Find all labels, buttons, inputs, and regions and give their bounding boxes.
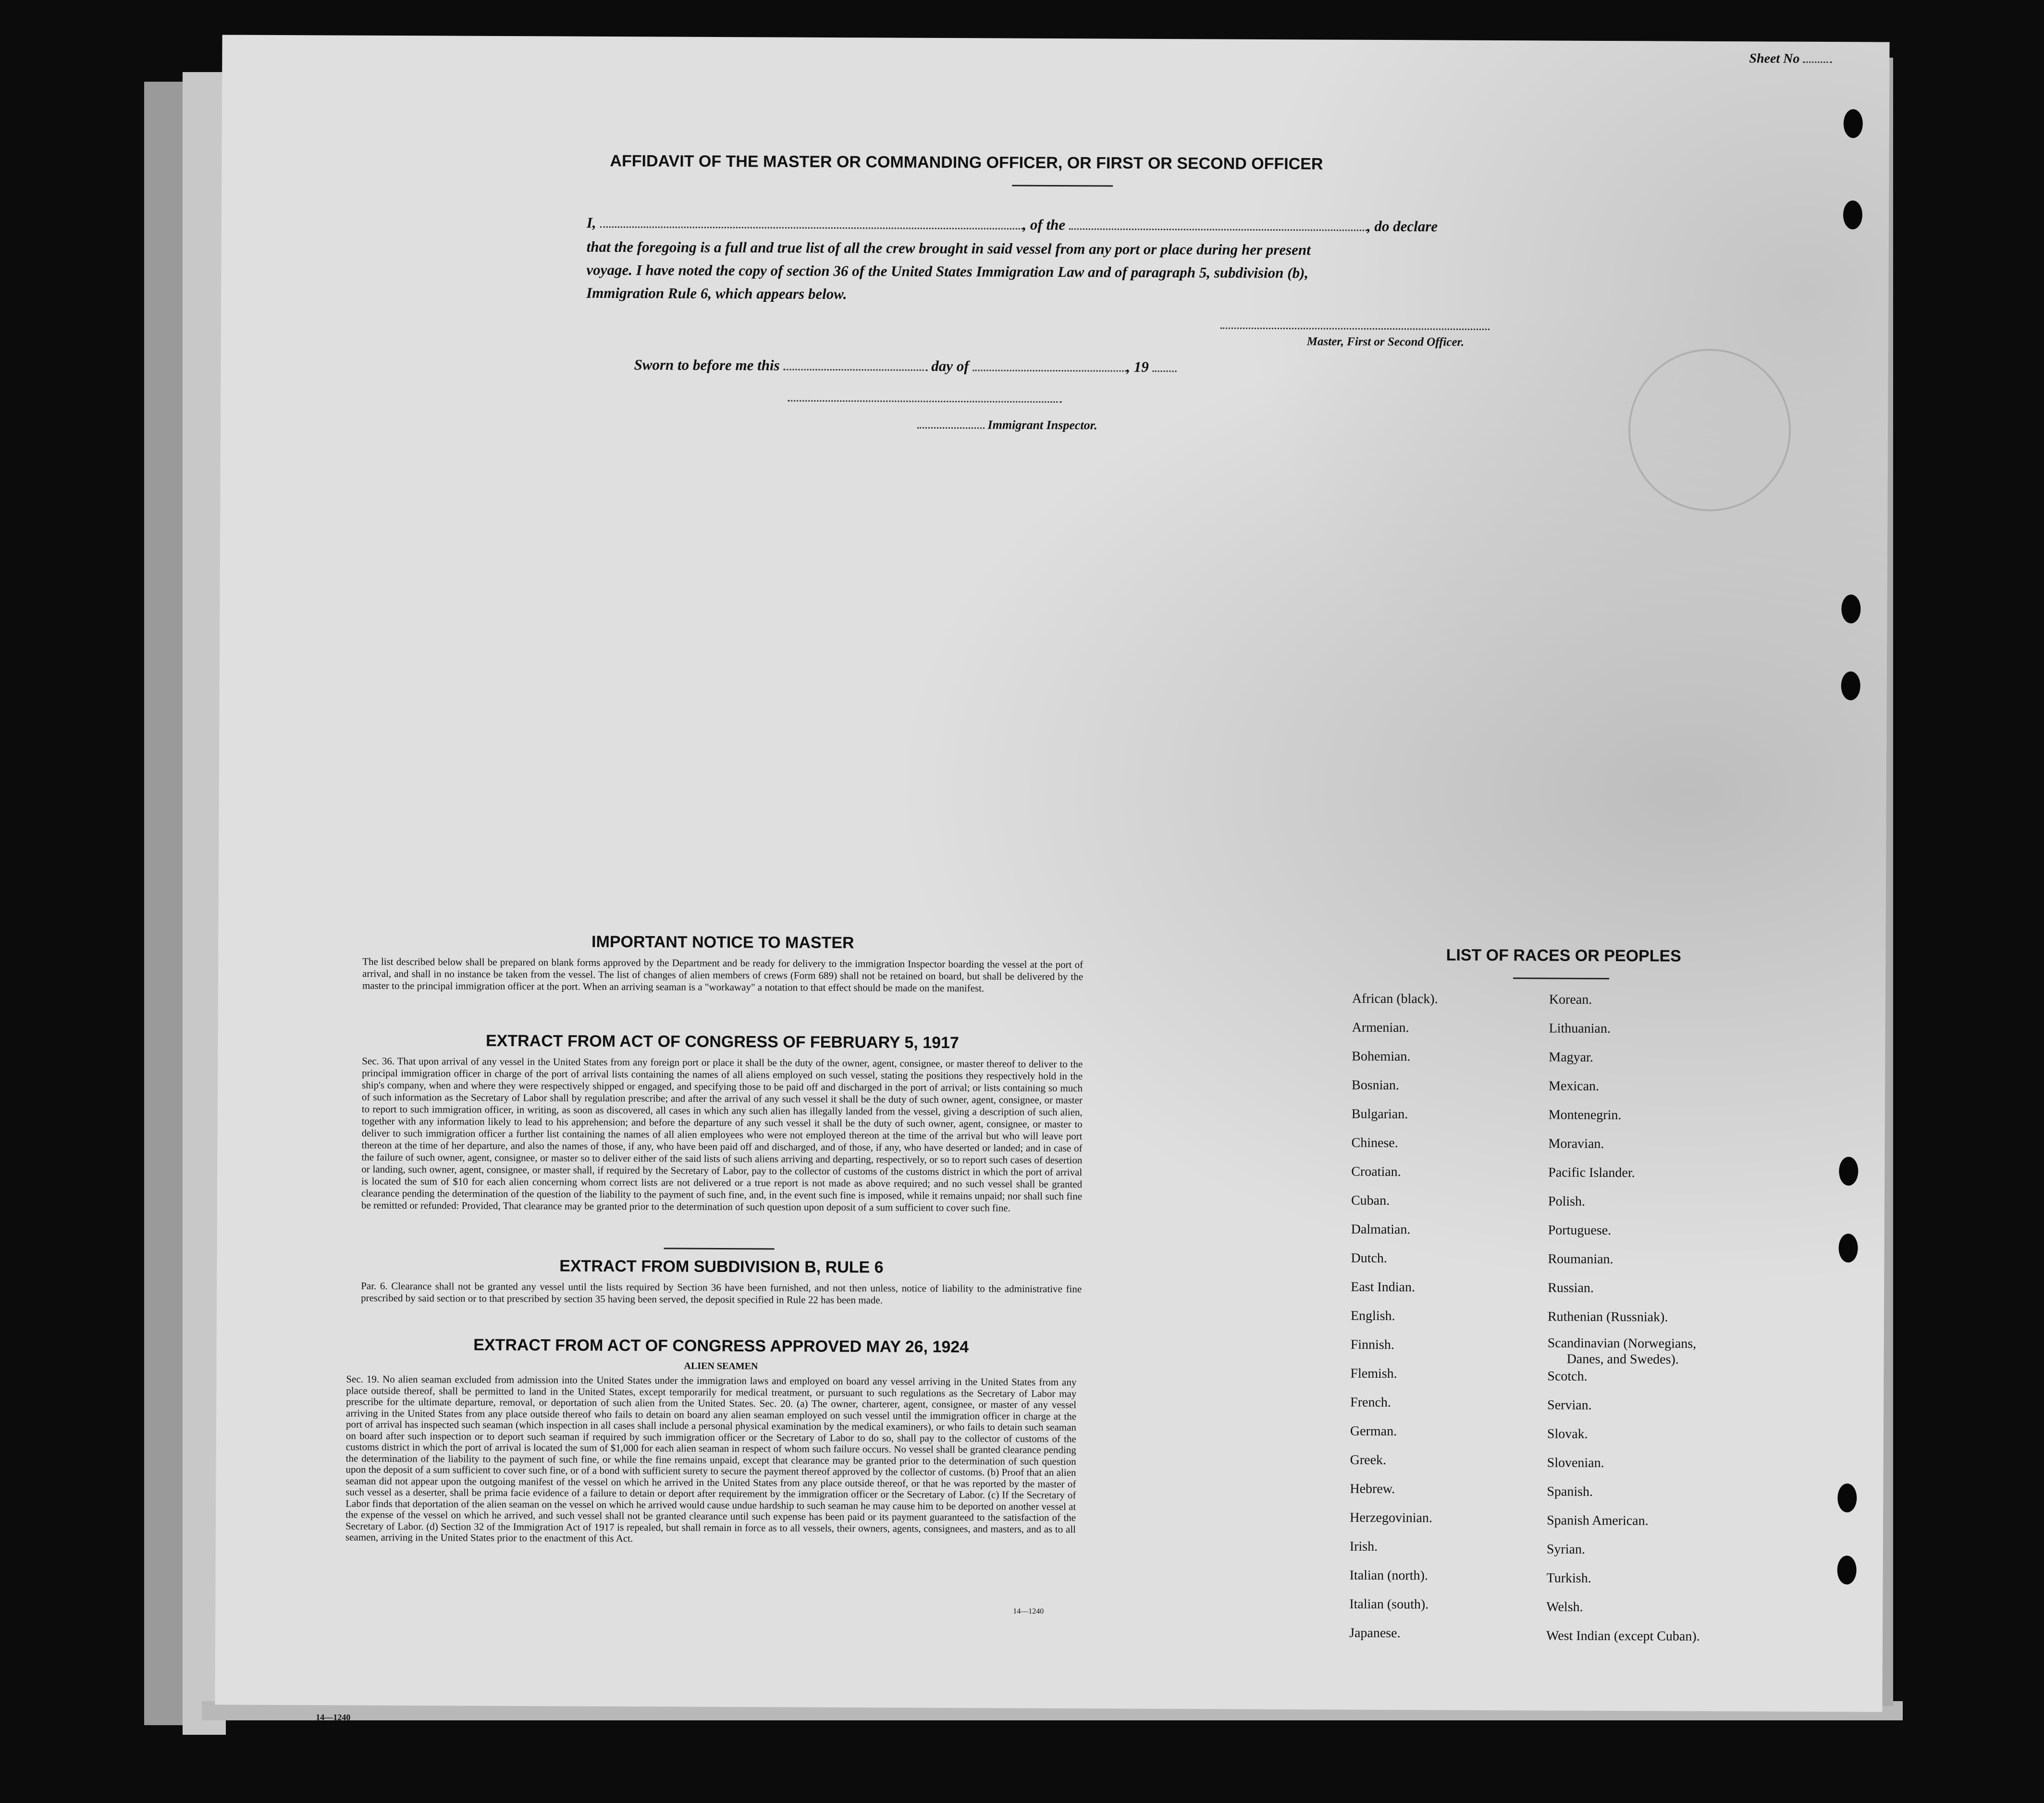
sworn-line: Sworn to before me this day of , 19 xyxy=(634,356,1177,376)
race-item: Polish. xyxy=(1548,1194,1586,1209)
extract-rule6-body: Par. 6. Clearance shall not be granted any vessel until the lists required by Section 36 have been furnished, and not then unless, notice of liability to the administrative fine prescribed by said section or to that prescribed by section 35 having been served, the deposit specified in Rule 22 has been made. xyxy=(361,1280,1082,1306)
form-sheet xyxy=(215,35,1889,1722)
race-item: Spanish American. xyxy=(1547,1513,1649,1529)
affidavit-line-1: I, , of the , do declare xyxy=(586,214,1438,235)
race-item: Korean. xyxy=(1549,992,1592,1007)
extract-1917-title: EXTRACT FROM ACT OF CONGRESS OF FEBRUARY 5, 1917 xyxy=(485,1031,959,1052)
extract-1924-body: Sec. 19. No alien seaman excluded from admission into the United States under the immigration laws and employed on board any vessel arriving in the United States from any place outside thereof, shall be permitted to land in the United States, except temporarily for medical treatment, or pursuant to such regulations as the Secretary of Labor may prescribe for the ultimate departure, removal, or deportation of such alien from the United States. Sec. 20. (a) The owner, charterer, agent, consignee, or master of any vessel arriving in the United States from any place outside thereof who fails to detain on board any alien seaman employed on such vessel until the immigration officer in charge at the port of arrival has inspected such seaman (which inspection in all cases shall include a personal physical examination by the medical examiners), or who fails to detain such seaman on board after such inspection or to deport such seaman if required by such immigration officer or the Secretary of Labor to do so, shall pay to the collector of customs of the customs district in which the port of arrival is located the sum of $1,000 for each alien seaman in respect of whom such failure occurs. No vessel shall be granted clearance pending the determination of the liability to the payment of such fine, or while the fine remains unpaid, except that clearance may be granted prior to the determination of such question upon the deposit of a sum sufficient to cover such fine, or of a bond with sufficient surety to secure the payment thereof approved by the collector of customs. (b) Proof that an alien seaman did not appear upon the outgoing manifest of the vessel on which he arrived in the United States from any place outside thereof, or that he was reported by the master of such vessel as a deserter, shall be prima facie evidence of a failure to detain or deport after requirement by the immigration officer or the Secretary of Labor. (c) If the Secretary of Labor finds that deportation of the alien seaman on the vessel on which he arrived would cause undue hardship to such seaman he may cause him to be deported on another vessel at the expense of the vessel on which he arrived, and such vessel shall not be granted clearance until such expense has been paid or its payment guaranteed to the satisfaction of the Secretary of Labor. (d) Section 32 of the Immigration Act of 1917 is repealed, but shall remain in force as to all vessels, their owners, agents, consignees, and masters, and as to all seamen, arriving in the United States prior to the enactment of this Act. xyxy=(345,1373,1077,1544)
race-item: Roumanian. xyxy=(1548,1251,1613,1267)
race-item: Croatian. xyxy=(1351,1164,1401,1180)
sheet-number: Sheet No xyxy=(1749,51,1832,67)
race-item: Japanese. xyxy=(1349,1625,1401,1641)
affidavit-line-3: voyage. I have noted the copy of section 36 of the United States Immigration Law and of paragraph 5, subdivision (b), xyxy=(586,261,1309,282)
extract-form-number: 14—1240 xyxy=(1013,1607,1044,1616)
master-signature-label: Master, First or Second Officer. xyxy=(1306,335,1465,349)
race-item: Syrian. xyxy=(1546,1542,1586,1557)
race-item: Magyar. xyxy=(1549,1050,1593,1065)
race-item: Ruthenian (Russniak). xyxy=(1547,1309,1668,1325)
race-item: Irish. xyxy=(1349,1539,1378,1554)
sworn-month-field[interactable] xyxy=(973,370,1126,371)
punch-hole xyxy=(1837,1483,1857,1512)
inspector-signature-line[interactable] xyxy=(788,400,1061,403)
race-item: English. xyxy=(1350,1308,1395,1324)
notice-title: IMPORTANT NOTICE TO MASTER xyxy=(591,932,854,952)
race-item: West Indian (except Cuban). xyxy=(1546,1628,1700,1644)
race-item: Slovak. xyxy=(1547,1426,1588,1442)
race-item-continuation: Danes, and Swedes). xyxy=(1566,1351,1679,1367)
sworn-day-field[interactable] xyxy=(783,369,927,371)
race-item: Bosnian. xyxy=(1352,1077,1399,1093)
affidavit-title: AFFIDAVIT OF THE MASTER OR COMMANDING OFFICER, OR FIRST OR SECOND OFFICER xyxy=(610,151,1323,173)
extract-rule6-title: EXTRACT FROM SUBDIVISION B, RULE 6 xyxy=(559,1257,884,1277)
race-item: Italian (south). xyxy=(1349,1596,1429,1612)
punch-hole xyxy=(1843,200,1862,229)
race-item: Scandinavian (Norwegians, xyxy=(1547,1335,1697,1351)
race-item: German. xyxy=(1350,1423,1397,1439)
affidavit-line-2: that the foregoing is a full and true list of all the crew brought in said vessel from any port or place during her present xyxy=(586,238,1311,259)
race-item: Hebrew. xyxy=(1350,1481,1395,1497)
race-item: Bohemian. xyxy=(1352,1049,1411,1064)
race-item: Mexican. xyxy=(1549,1078,1600,1094)
race-item: Italian (north). xyxy=(1349,1568,1428,1583)
punch-hole xyxy=(1841,594,1860,623)
race-item: Portuguese. xyxy=(1548,1223,1612,1238)
race-item: Greek. xyxy=(1350,1452,1387,1468)
races-underline xyxy=(1513,977,1609,979)
section-divider xyxy=(664,1247,775,1249)
race-item: Spanish. xyxy=(1547,1484,1593,1499)
seal-stamp xyxy=(1628,348,1791,511)
race-item: Russian. xyxy=(1548,1280,1594,1296)
race-item: African (black). xyxy=(1352,991,1438,1007)
alien-seamen-subtitle: ALIEN SEAMEN xyxy=(684,1360,758,1372)
race-item: Armenian. xyxy=(1352,1020,1409,1036)
master-signature-line[interactable] xyxy=(1220,328,1490,330)
race-item: Turkish. xyxy=(1546,1570,1591,1586)
notice-body: The list described below shall be prepared on blank forms approved by the Department and be ready for delivery to the immigration Inspector boarding the vessel at the port of arrival, and shall in no instance be taken from the vessel. The list of changes of alien members of crews (Form 689) shall not be retained on board, but shall be delivered by the master to the principal immigration officer at the port. When an arriving seaman is a "workaway" a notation to that effect should be made on the manifest. xyxy=(362,955,1084,994)
extract-1917-body: Sec. 36. That upon arrival of any vessel in the United States from any foreign port or place it shall be the duty of the owner, agent, consignee, or master thereof to deliver to the principal immigration officer in charge of the port of arrival lists containing the names of all aliens employed on such vessel, stating the positions they respectively hold in the ship's company, when and where they were respectively shipped or engaged, and specifying those to be paid off and discharged in the port of arrival; or lists containing so much of such information as the Secretary of Labor shall by regulation prescribe; and after the arrival of any such vessel it shall be the duty of such owner, agent, consignee, or master to report to such immigration officer, in writing, as soon as discovered, all cases in which any such alien has illegally landed from the vessel, giving a description of such alien, together with any information likely to lead to his apprehension; and before the departure of any such vessel it shall be the duty of such owner, agent, consignee, or master to deliver to such immigration officer a further list containing the names of all alien employees who were not employed thereon at the time of the arrival but who will leave port thereon at the time of her departure, and also the names of those, if any, who have been paid off and discharged, and of those, if any, who have deserted or landed; and in case of the failure of such owner, agent, consignee, or master so to deliver either of the said lists of such aliens arriving and departing, respectively, or so to report such cases of desertion or landing, such owner, agent, consignee, or master shall, if required by the Secretary of Labor, pay to the collector of customs of the customs district in which the port of arrival is located the sum of $10 for each alien concerning whom correct lists are not delivered or a true report is not made as above required; and no such vessel shall be granted clearance pending the determination of the question of the liability to the payment of such fine, and, in the event such fine is imposed, while it remains unpaid; nor shall such fine be remitted or refunded: Provided, That clearance may be granted prior to the determination of such question upon deposit of a sum sufficient to cover such fine. xyxy=(361,1055,1083,1214)
race-item: Pacific Islander. xyxy=(1548,1165,1635,1181)
name-field[interactable] xyxy=(600,226,1022,230)
race-item: Dutch. xyxy=(1351,1250,1388,1266)
race-item: Slovenian. xyxy=(1547,1455,1604,1471)
race-item: Dalmatian. xyxy=(1351,1222,1411,1237)
races-title: LIST OF RACES OR PEOPLES xyxy=(1446,946,1681,965)
punch-hole xyxy=(1838,1234,1858,1262)
punch-hole xyxy=(1844,109,1863,138)
race-item: Scotch. xyxy=(1547,1369,1588,1384)
form-number: 14—1240 xyxy=(316,1712,351,1722)
affidavit-line-4: Immigration Rule 6, which appears below. xyxy=(586,284,847,303)
race-item: Lithuanian. xyxy=(1549,1021,1611,1037)
inspector-label: Immigrant Inspector. xyxy=(917,418,1097,433)
race-item: Flemish. xyxy=(1350,1366,1397,1382)
punch-hole xyxy=(1839,1157,1858,1186)
punch-hole xyxy=(1841,671,1860,700)
race-item: French. xyxy=(1350,1395,1391,1410)
vessel-field[interactable] xyxy=(1069,228,1367,231)
race-item: Bulgarian. xyxy=(1351,1106,1408,1122)
race-item: Welsh. xyxy=(1546,1599,1583,1615)
race-item: Moravian. xyxy=(1548,1136,1604,1152)
race-item: East Indian. xyxy=(1351,1279,1416,1295)
race-item: Montenegrin. xyxy=(1548,1107,1622,1123)
title-underline xyxy=(1012,185,1113,187)
race-item: Servian. xyxy=(1547,1397,1592,1413)
sworn-year-field[interactable] xyxy=(1153,370,1177,372)
extract-1924-title: EXTRACT FROM ACT OF CONGRESS APPROVED MAY 26, 1924 xyxy=(473,1335,969,1357)
punch-hole xyxy=(1837,1556,1857,1584)
race-item: Cuban. xyxy=(1351,1193,1390,1209)
race-item: Herzegovinian. xyxy=(1350,1510,1433,1526)
race-item: Chinese. xyxy=(1351,1135,1398,1151)
race-item: Finnish. xyxy=(1350,1337,1394,1353)
